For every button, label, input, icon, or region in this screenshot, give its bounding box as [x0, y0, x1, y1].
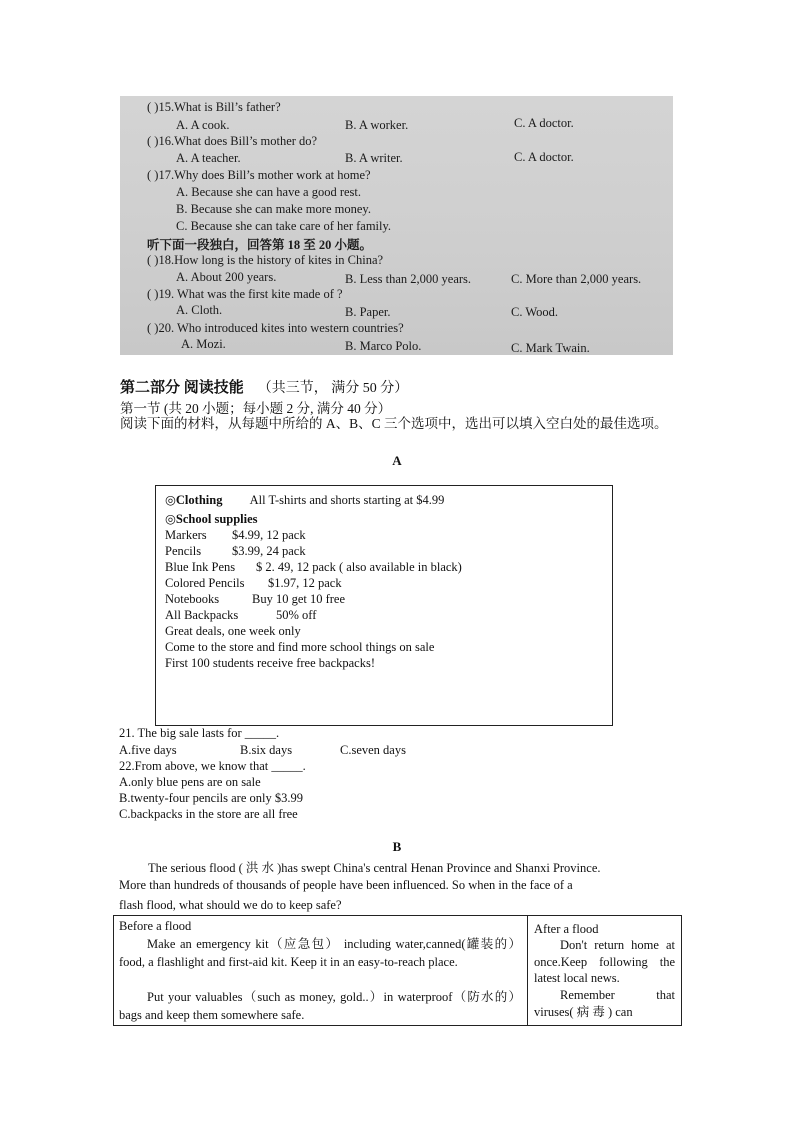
- part2-title: [120, 376, 408, 397]
- passage-b-intro-line: flash flood, what should we do to keep safe?: [119, 898, 342, 912]
- q15-option-a: A. A cook.: [176, 118, 230, 132]
- after-flood-tip-1: Don't return home at once.Keep following the latest local news.: [534, 938, 675, 985]
- ad-note: Great deals, one week only: [165, 624, 301, 638]
- ad-clothing-line: [165, 492, 444, 508]
- ad-note: Come to the store and find more school things on sale: [165, 640, 435, 654]
- q15-option-b: B. A worker.: [345, 118, 409, 132]
- q21-option-a: A.five days: [119, 743, 177, 757]
- q17-stem: ( )17.Why does Bill’s mother work at home?: [147, 168, 371, 182]
- part2-title-main: 第二部分 阅读技能: [120, 380, 244, 396]
- ad-item-row: Pencils $3.99, 24 pack: [165, 544, 306, 558]
- q15-option-c: C. A doctor.: [514, 116, 574, 130]
- flood-tips-table: [113, 915, 682, 1026]
- q16-stem: ( )16.What does Bill’s mother do?: [147, 134, 318, 148]
- before-flood-tip-1: Make an emergency kit（应急包） including water,canned(罐装的）food, a flashlight and first-aid kit. Keep it in an easy-to-reach place.: [119, 937, 521, 969]
- q20-option-c: C. Mark Twain.: [511, 341, 590, 355]
- q18-option-b: B. Less than 2,000 years.: [345, 272, 472, 286]
- q22-stem: 22.From above, we know that _____.: [119, 759, 306, 773]
- q15-stem: ( )15.What is Bill’s father?: [147, 100, 281, 114]
- q20-stem: ( )20. Who introduced kites into western countries?: [147, 321, 404, 335]
- q19-option-a: A. Cloth.: [176, 303, 223, 317]
- q16-option-c: C. A doctor.: [514, 150, 574, 164]
- part2-title-sub: （共三节， 满分 50 分）: [257, 381, 409, 396]
- table-divider: [527, 916, 528, 1025]
- ad-clothing-head: ◎Clothing: [165, 493, 223, 507]
- before-flood-heading: Before a flood: [119, 919, 192, 933]
- q18-stem: ( )18.How long is the history of kites in China?: [147, 253, 384, 267]
- ad-item-row: Blue Ink Pens $ 2. 49, 12 pack ( also available in black): [165, 560, 462, 574]
- q21-option-c: C.seven days: [340, 743, 406, 757]
- q16-option-a: A. A teacher.: [176, 151, 241, 165]
- passage-b-intro-line: The serious flood ( 洪 水 )has swept China's central Henan Province and Shanxi Province.: [148, 861, 601, 875]
- passage-b-intro-line: More than hundreds of thousands of people have been influenced. So when in the face of a: [119, 878, 573, 892]
- ad-item-row: All Backpacks 50% off: [165, 608, 317, 622]
- ad-item-row: Colored Pencils $1.97, 12 pack: [165, 576, 342, 590]
- ad-supplies-head: ◎School supplies: [165, 512, 258, 526]
- q19-option-b: B. Paper.: [345, 305, 391, 319]
- q17-option-a: A. Because she can have a good rest.: [176, 185, 361, 199]
- after-flood-tip-2: Remember that viruses( 病 毒 ) can: [534, 988, 675, 1019]
- ad-note: First 100 students receive free backpacks!: [165, 656, 375, 670]
- q22-option-b: B.twenty-four pencils are only $3.99: [119, 791, 303, 805]
- q22-option-a: A.only blue pens are on sale: [119, 775, 261, 789]
- ad-item-row: Notebooks Buy 10 get 10 free: [165, 592, 346, 606]
- q16-option-b: B. A writer.: [345, 151, 403, 165]
- q20-option-a: A. Mozi.: [181, 337, 226, 351]
- q18-option-c: C. More than 2,000 years.: [511, 272, 642, 286]
- section1-heading: 第一节 (共 20 小题；每小题 2 分, 满分 40 分）: [120, 401, 392, 416]
- passage-a-letter: A: [392, 453, 402, 468]
- before-flood-tip-2: Put your valuables（such as money, gold..）in waterproof（防水的）bags and keep them somewhere safe.: [119, 990, 521, 1022]
- ad-item-row: Markers $4.99, 12 pack: [165, 528, 306, 542]
- q21-stem: 21. The big sale lasts for _____.: [119, 726, 280, 740]
- scanned-listening-section: [120, 96, 673, 355]
- q17-option-b: B. Because she can make more money.: [176, 202, 371, 216]
- q20-option-b: B. Marco Polo.: [345, 339, 422, 353]
- q18-option-a: A. About 200 years.: [176, 270, 277, 284]
- listening-instruction: 听下面一段独白，回答第 18 至 20 小题。: [147, 238, 373, 252]
- after-flood-heading: After a flood: [534, 922, 599, 936]
- q21-option-b: B.six days: [240, 743, 293, 757]
- ad-clothing-text: All T-shirts and shorts starting at $4.99: [249, 493, 445, 507]
- reading-instruction: 阅读下面的材料，从每题中所给的 A、B、C 三个选项中，选出可以填入空白处的最佳选项。: [120, 416, 668, 431]
- q19-stem: ( )19. What was the first kite made of ?: [147, 287, 343, 301]
- q22-option-c: C.backpacks in the store are all free: [119, 807, 298, 821]
- q17-option-c: C. Because she can take care of her family.: [176, 219, 392, 233]
- passage-b-letter: B: [392, 839, 402, 854]
- q19-option-c: C. Wood.: [511, 305, 559, 319]
